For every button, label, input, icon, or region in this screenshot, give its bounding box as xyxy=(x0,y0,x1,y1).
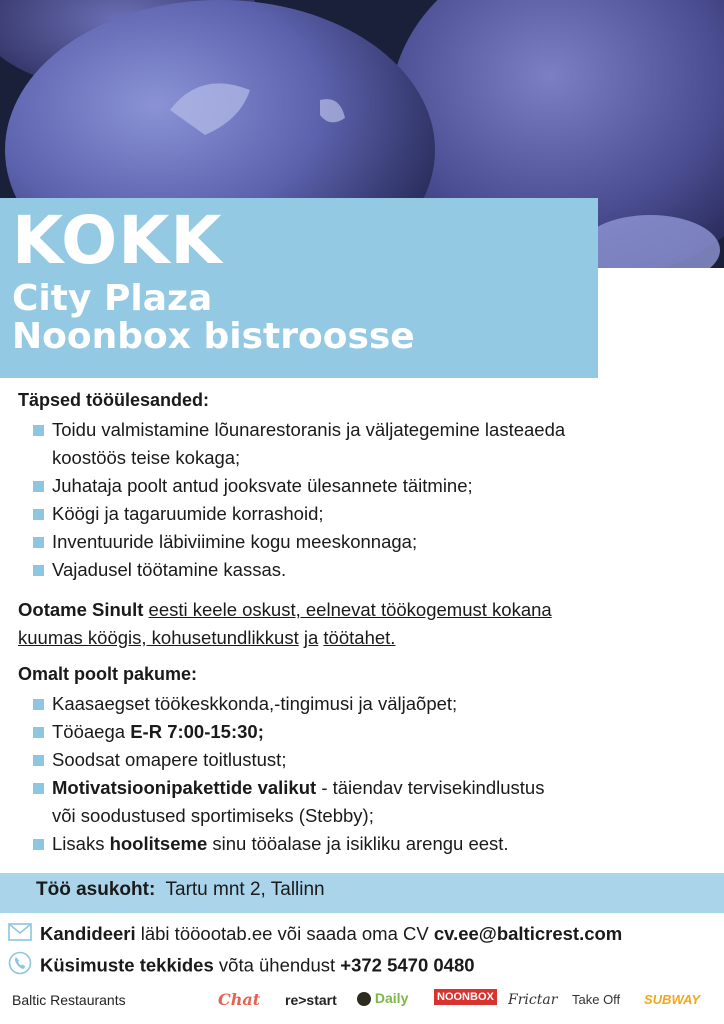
job-description xyxy=(18,388,708,858)
bullet-icon xyxy=(33,699,44,710)
bullet-icon xyxy=(33,509,44,520)
bullet-icon xyxy=(33,755,44,766)
phone-icon xyxy=(8,951,34,982)
list-item: Toidu valmistamine lõunarestoranis ja väljategemine lasteaeda koostöös teise kokaga; xyxy=(18,416,708,472)
tasks-list xyxy=(18,416,708,584)
tasks-heading: Täpsed tööülesanded: xyxy=(18,390,210,410)
list-item: Inventuuride läbiviimine kogu meeskonnaga; xyxy=(18,528,708,556)
location-label: Töö asukoht: xyxy=(36,879,156,900)
list-item: Köögi ja tagaruumide korrashoid; xyxy=(18,500,708,528)
bullet-icon xyxy=(33,839,44,850)
list-item: Kaasaegset töökeskkonda,-tingimusi ja väljaõpet; xyxy=(18,690,708,718)
brand-logo-daily: Daily xyxy=(357,990,408,1006)
bullet-icon xyxy=(33,727,44,738)
brand-logo-noonbox: NOONBOX xyxy=(434,989,497,1005)
brand-logo-takeoff: Take Off xyxy=(572,992,621,1007)
location-value: Tartu mnt 2, Tallinn xyxy=(165,879,325,900)
phone-number[interactable]: +372 5470 0480 xyxy=(340,954,475,976)
brand-logo-chat: Chat xyxy=(218,990,261,1009)
list-item: Vajadusel töötamine kassas. xyxy=(18,556,708,584)
bullet-icon xyxy=(33,481,44,492)
job-title: KOKK xyxy=(12,202,223,279)
brand-logo-subway: SUBWAY xyxy=(644,992,701,1007)
brand-logo-frictar: Frictar xyxy=(508,992,558,1008)
list-item: Motivatsioonipakettide valikut - täiendav tervisekindlustus või soodustused sportimiseks (Stebby); xyxy=(18,774,708,830)
offer-heading: Omalt poolt pakume: xyxy=(18,664,198,684)
list-item: Lisaks hoolitseme sinu tööalase ja isikliku arengu eest. xyxy=(18,830,708,858)
company-name: Baltic Restaurants xyxy=(12,992,126,1008)
location-title-1: City Plaza xyxy=(12,278,213,319)
list-item: Juhataja poolt antud jooksvate ülesannete täitmine; xyxy=(18,472,708,500)
envelope-icon xyxy=(8,922,34,948)
apply-row: Kandideeri läbi tööootab.ee või saada oma CV cv.ee@balticrest.com xyxy=(8,921,724,948)
daily-icon xyxy=(357,992,371,1006)
contact-row: Küsimuste tekkides võta ühendust +372 5470 0480 xyxy=(8,951,724,982)
bullet-icon xyxy=(33,565,44,576)
title-box xyxy=(0,198,598,378)
expectations-paragraph: Ootame Sinult eesti keele oskust, eelnevat töökogemust kokana kuumas köögis, kohusetundlikkust ja töötahet. xyxy=(18,599,552,648)
bullet-icon xyxy=(33,783,44,794)
bullet-icon xyxy=(33,537,44,548)
location-title-2: Noonbox bistroosse xyxy=(12,316,415,357)
brand-logo-restart: re>start xyxy=(285,992,337,1008)
list-item: Tööaega E-R 7:00-15:30; xyxy=(18,718,708,746)
email-link[interactable]: cv.ee@balticrest.com xyxy=(433,923,623,944)
offer-list xyxy=(18,690,708,858)
location-bar xyxy=(0,873,724,913)
bullet-icon xyxy=(33,425,44,436)
footer-brands xyxy=(12,988,712,1014)
list-item: Soodsat omapere toitlustust; xyxy=(18,746,708,774)
